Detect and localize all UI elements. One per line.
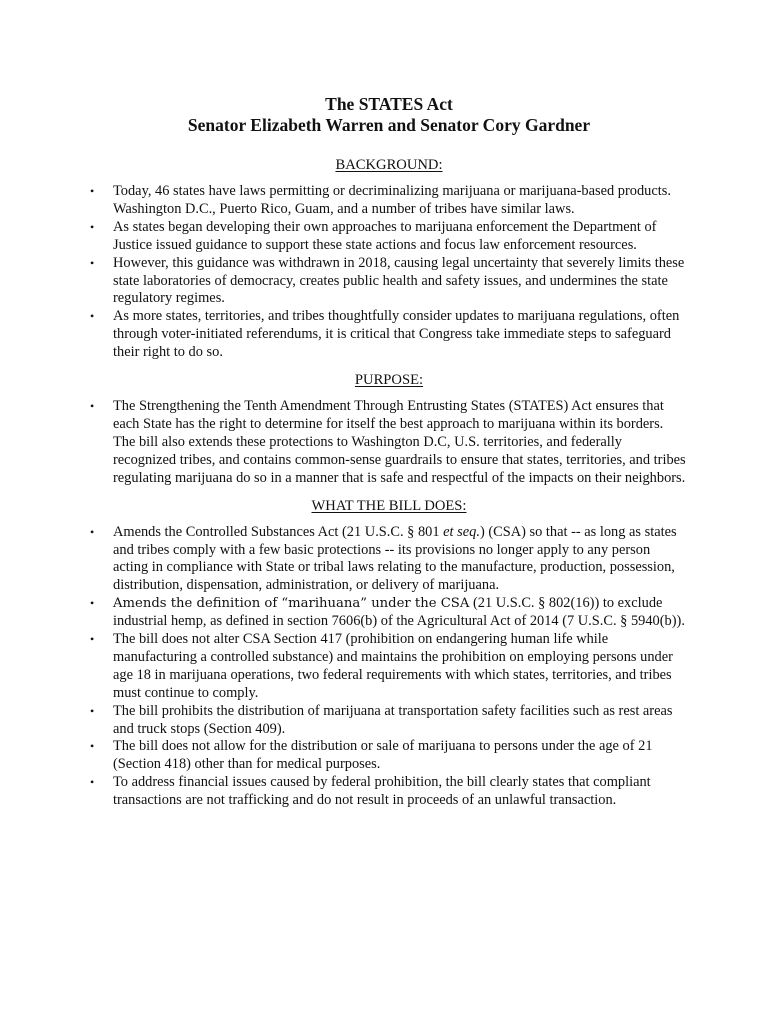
list-item-text-before: Amends the Controlled Substances Act (21 U.S.C. § 801 [113,523,444,540]
list-item-text: The bill does not allow for the distribution or sale of marijuana to persons under the age of 21 (Section 418) other than for medical purposes. [113,738,653,773]
list-item [90,183,688,219]
purpose-list [90,398,688,488]
bullet-icon: • [90,255,95,270]
list-item [90,595,688,631]
list-item-text: The bill does not alter CSA Section 417 (prohibition on endangering human life while manufacturing a controlled substance) and maintains the prohibition on employing persons under age 18 in marijuana operations, two federal requirements with which states, territories, and tribes must continue to comply. [113,631,673,701]
list-item [90,308,688,362]
bullet-icon: • [90,399,95,414]
background-list [90,183,688,362]
bullet-icon: • [90,184,95,198]
bullet-icon: • [90,775,95,790]
list-item [90,524,688,596]
list-item-text: However, this guidance was withdrawn in 2018, causing legal uncertainty that severely limits these state laboratories of democracy, creates public health and safety issues, and undermines the state regulatory regimes. [113,254,685,307]
list-item-text-after: ) (CSA) so that -- as long as states and tribes comply with a few basic protections -- its provisions no longer apply to any person acting in compliance with State or tribal laws relating to the manufacture, production, possession, distribution, dispensation, administration, or delivery of marijuana. [113,523,677,594]
bullet-icon: • [90,703,95,718]
list-item-text: To address financial issues caused by federal prohibition, the bill clearly states that compliant transactions are not trafficking and do not result in proceeds of an unlawful transaction. [113,774,651,809]
list-item-text: As more states, territories, and tribes thoughtfully consider updates to marijuana regulations, often through voter-initiated referendums, it is critical that Congress take immediate steps to safeguard their right to do so. [113,308,680,361]
bullet-icon: • [90,524,95,539]
document-subtitle: Senator Elizabeth Warren and Senator Cory Gardner [187,115,591,135]
list-item [90,219,688,255]
bill-provisions-list [90,524,688,811]
bullet-icon: • [90,596,95,611]
bullet-icon: • [90,219,95,234]
list-item [90,398,688,488]
bullet-icon: • [90,739,95,754]
what-the-bill-does-heading: WHAT THE BILL DOES: [311,497,467,514]
list-item-text-rest: (21 U.S.C. § 802(16)) to exclude industrial hemp, as defined in section 7606(b) of the Agricultural Act of 2014 (7 U.S.C. § 5940(b)). [113,595,685,630]
list-item [90,255,688,309]
list-item [90,631,688,703]
document-title-block [90,94,688,136]
bullet-icon: • [90,632,95,647]
list-item-text: The Strengthening the Tenth Amendment Through Entrusting States (STATES) Act ensures that each State has the right to determine for itself the best approach to marijuana within its borders. The bill also extends these protections to Washington D.C, U.S. territories, and federally recognized tribes, and contains common-sense guardrails to ensure that states, territories, and tribes regulating marijuana do so in a manner that is safe and respectful of the impacts on their neighbors. [113,398,686,486]
background-heading: BACKGROUND: [335,157,443,173]
bullet-icon: • [90,309,95,324]
list-item [90,774,688,810]
list-item [90,703,688,739]
document-title: The STATES Act [325,94,453,114]
list-item [90,738,688,774]
list-item-text-italic: et seq. [443,523,480,540]
list-item-text: As states began developing their own approaches to marijuana enforcement the Department of Justice issued guidance to support these state actions and focus law enforcement resources. [113,218,657,253]
list-item-text: Today, 46 states have laws permitting or decriminalizing marijuana or marijuana-based products. Washington D.C., Puerto Rico, Guam, and a number of tribes have similar laws. [113,183,671,217]
list-item-text: The bill prohibits the distribution of marijuana at transportation safety facilities such as rest areas and truck stops (Section 409). [113,702,673,737]
list-item-text-lead: Amends the definition of “marihuana” under the CSA [113,596,470,612]
purpose-heading: PURPOSE: [354,372,424,389]
